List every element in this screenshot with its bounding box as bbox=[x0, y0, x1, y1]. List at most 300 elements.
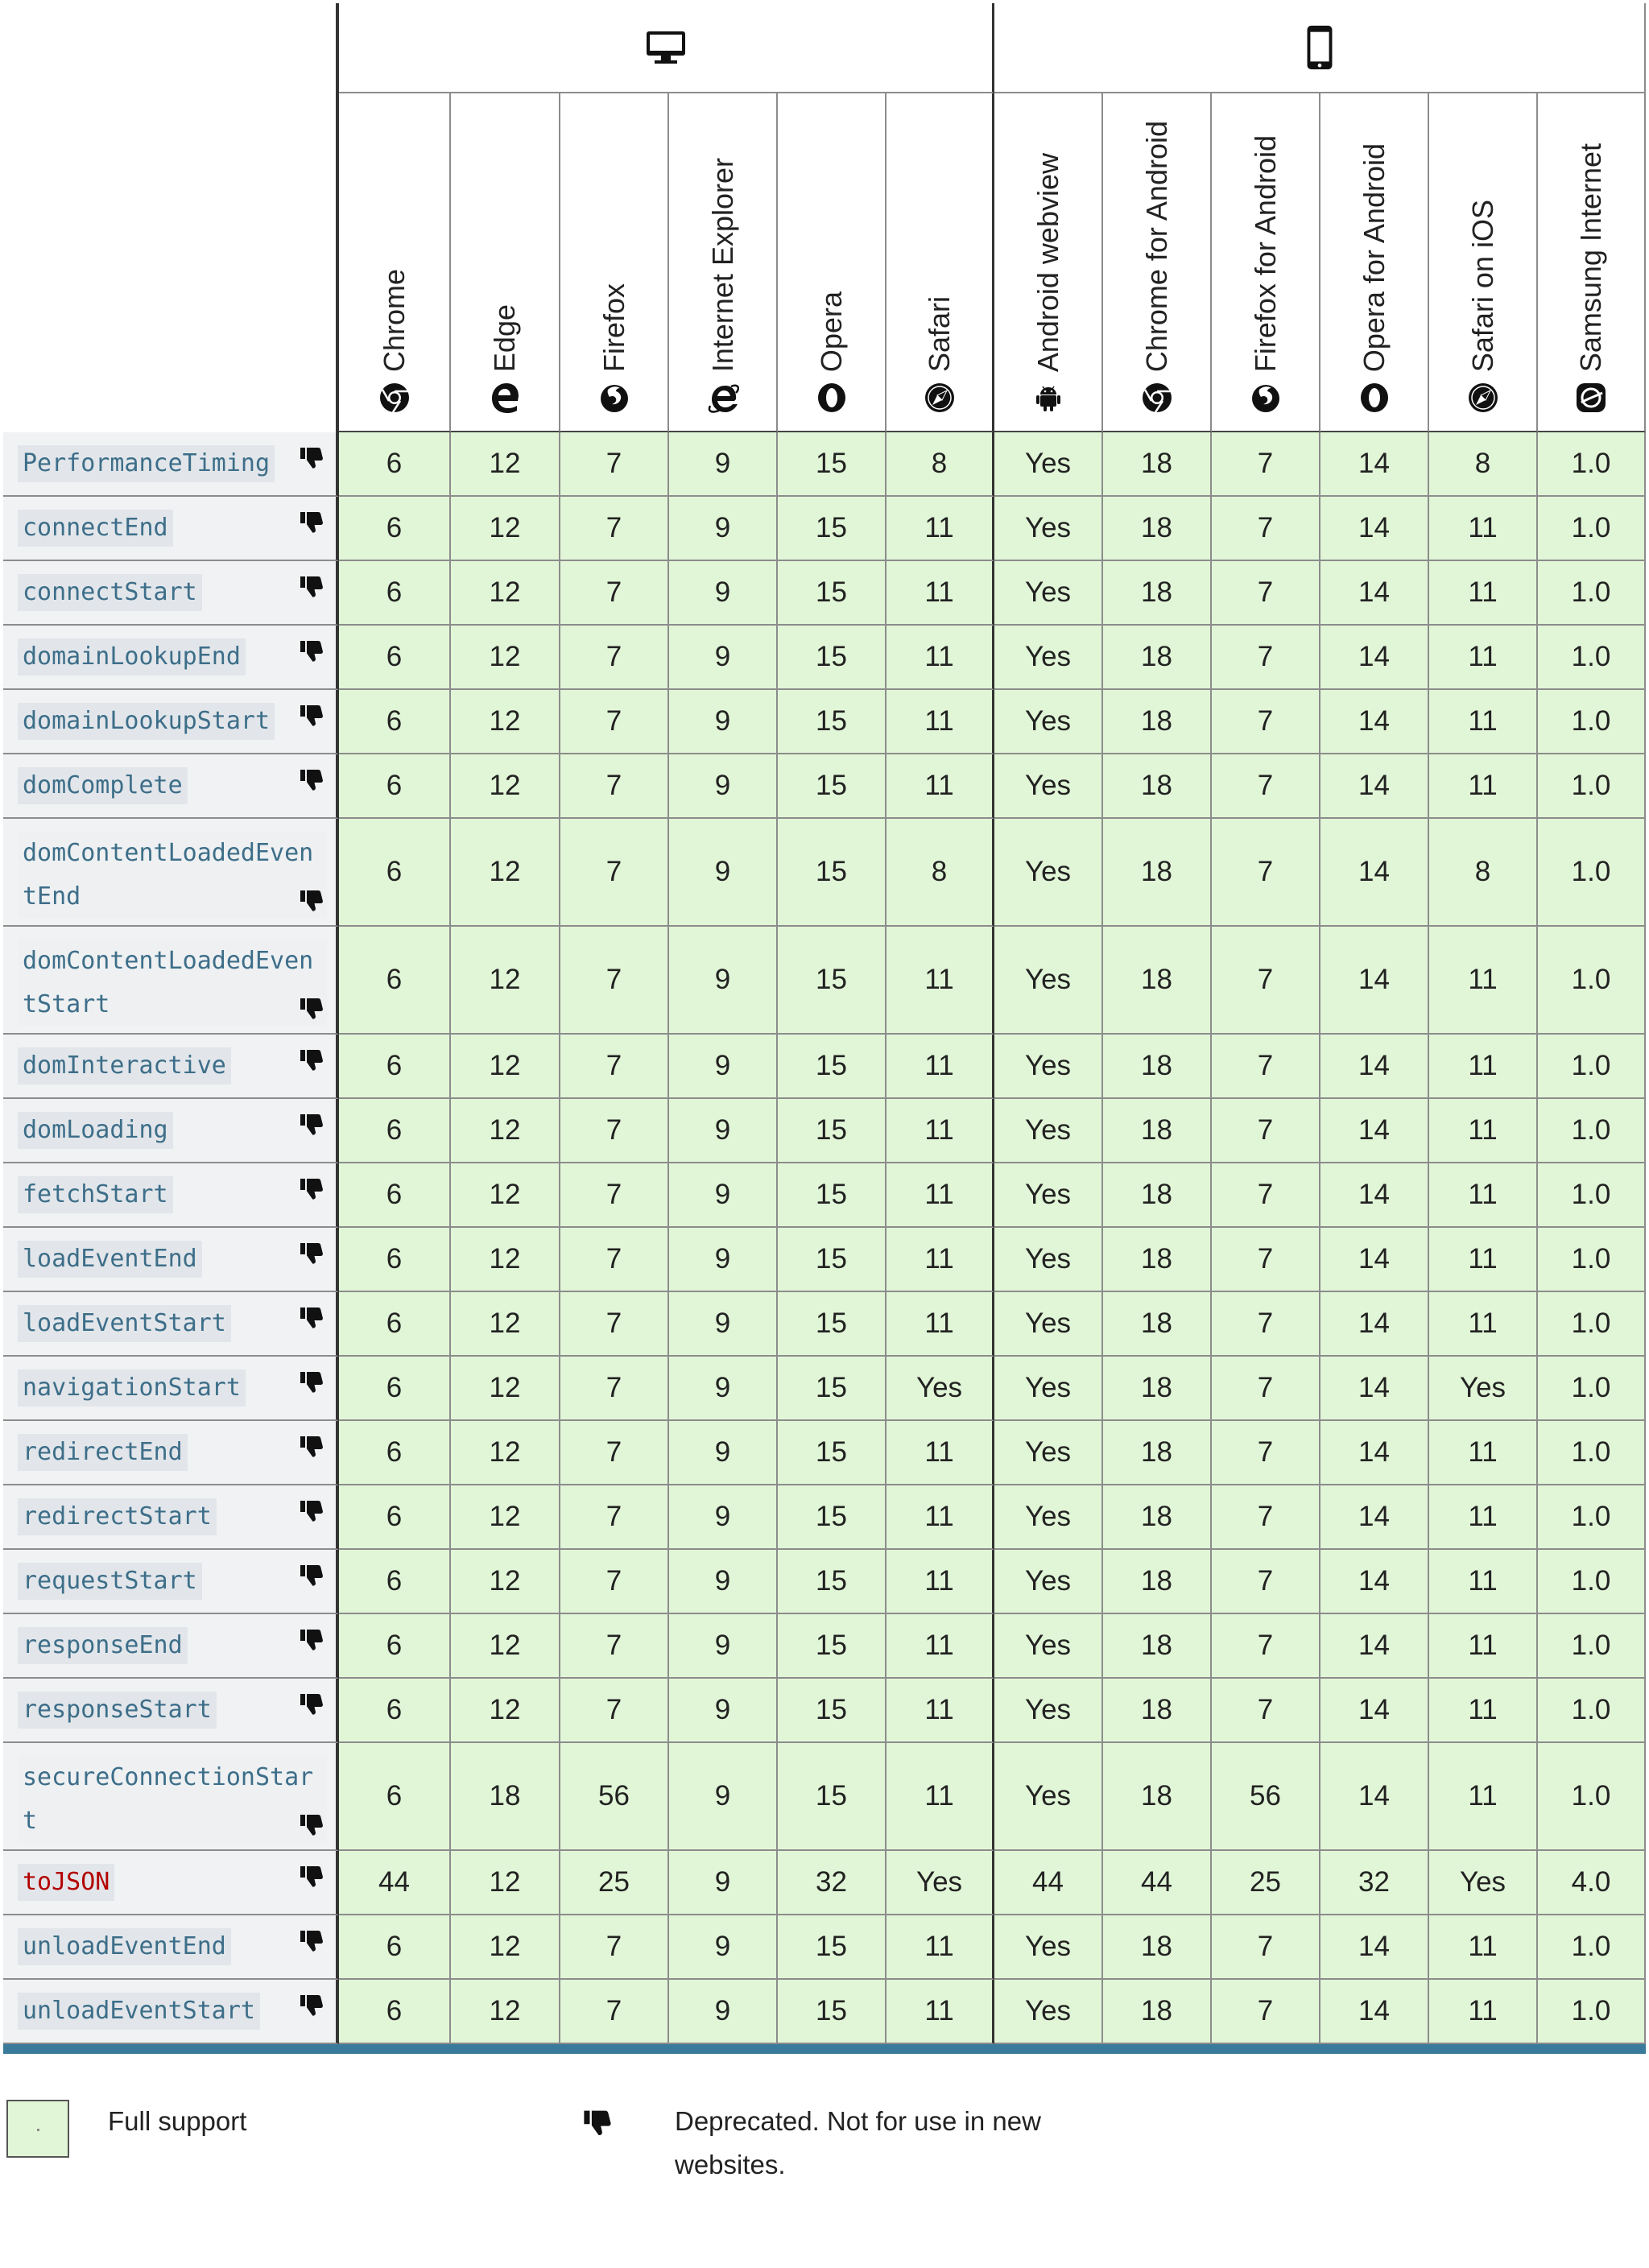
support-cell[interactable]: 7 bbox=[560, 497, 669, 561]
support-cell[interactable]: 7 bbox=[1212, 754, 1320, 819]
support-cell[interactable]: 14 bbox=[1320, 1679, 1429, 1743]
support-cell[interactable]: 7 bbox=[1212, 927, 1320, 1035]
support-cell[interactable]: 11 bbox=[1429, 1292, 1538, 1357]
support-cell[interactable]: 1.0 bbox=[1538, 1550, 1646, 1614]
support-cell[interactable]: 6 bbox=[339, 1915, 451, 1980]
support-cell[interactable]: 11 bbox=[886, 927, 994, 1035]
feature-row-header[interactable] bbox=[3, 690, 339, 754]
support-cell[interactable]: Yes bbox=[994, 1485, 1103, 1550]
feature-name-link[interactable]: domLoading bbox=[18, 1112, 173, 1149]
support-cell[interactable]: 7 bbox=[1212, 690, 1320, 754]
feature-row-header[interactable] bbox=[3, 1915, 339, 1980]
support-cell[interactable]: 1.0 bbox=[1538, 1421, 1646, 1485]
support-cell[interactable]: 11 bbox=[1429, 1485, 1538, 1550]
support-cell[interactable]: 7 bbox=[560, 1980, 669, 2044]
support-cell[interactable]: 18 bbox=[1103, 1035, 1212, 1099]
support-cell[interactable]: 11 bbox=[886, 1099, 994, 1163]
support-cell[interactable]: 1.0 bbox=[1538, 819, 1646, 927]
feature-name-link[interactable]: unloadEventStart bbox=[18, 1993, 260, 2030]
support-cell[interactable]: 7 bbox=[1212, 626, 1320, 690]
feature-row-header[interactable] bbox=[3, 819, 339, 927]
support-cell[interactable]: 7 bbox=[560, 819, 669, 927]
support-cell[interactable]: 12 bbox=[451, 1421, 560, 1485]
support-cell[interactable]: 15 bbox=[778, 1915, 886, 1980]
support-cell[interactable]: 6 bbox=[339, 754, 451, 819]
support-cell[interactable]: Yes bbox=[994, 1915, 1103, 1980]
support-cell[interactable]: 15 bbox=[778, 432, 886, 497]
support-cell[interactable]: 7 bbox=[1212, 497, 1320, 561]
support-cell[interactable]: 6 bbox=[339, 1357, 451, 1421]
support-cell[interactable]: 9 bbox=[669, 1035, 778, 1099]
support-cell[interactable]: 11 bbox=[886, 1550, 994, 1614]
support-cell[interactable]: 7 bbox=[560, 927, 669, 1035]
feature-name-link[interactable]: PerformanceTiming bbox=[18, 445, 275, 482]
feature-name-link[interactable]: unloadEventEnd bbox=[18, 1928, 231, 1965]
support-cell[interactable]: 18 bbox=[1103, 1743, 1212, 1851]
feature-row-header[interactable] bbox=[3, 1679, 339, 1743]
support-cell[interactable]: 25 bbox=[560, 1851, 669, 1915]
support-cell[interactable]: 9 bbox=[669, 1292, 778, 1357]
support-cell[interactable]: Yes bbox=[1429, 1357, 1538, 1421]
support-cell[interactable]: 9 bbox=[669, 1421, 778, 1485]
support-cell[interactable]: 14 bbox=[1320, 626, 1429, 690]
support-cell[interactable]: 11 bbox=[1429, 690, 1538, 754]
support-cell[interactable]: 11 bbox=[886, 1614, 994, 1679]
feature-row-header[interactable] bbox=[3, 1550, 339, 1614]
support-cell[interactable]: 14 bbox=[1320, 561, 1429, 626]
support-cell[interactable]: 7 bbox=[1212, 1163, 1320, 1228]
support-cell[interactable]: 18 bbox=[1103, 1980, 1212, 2044]
support-cell[interactable]: 9 bbox=[669, 432, 778, 497]
feature-row-header[interactable] bbox=[3, 1743, 339, 1851]
support-cell[interactable]: 9 bbox=[669, 1163, 778, 1228]
feature-name-link[interactable]: domInteractive bbox=[18, 1047, 231, 1084]
support-cell[interactable]: Yes bbox=[994, 819, 1103, 927]
support-cell[interactable]: 7 bbox=[560, 1915, 669, 1980]
support-cell[interactable]: 8 bbox=[886, 819, 994, 927]
support-cell[interactable]: 7 bbox=[1212, 1550, 1320, 1614]
support-cell[interactable]: 11 bbox=[1429, 1228, 1538, 1292]
support-cell[interactable]: 7 bbox=[1212, 561, 1320, 626]
support-cell[interactable]: 9 bbox=[669, 754, 778, 819]
support-cell[interactable]: 14 bbox=[1320, 927, 1429, 1035]
support-cell[interactable]: 14 bbox=[1320, 432, 1429, 497]
feature-row-header[interactable] bbox=[3, 432, 339, 497]
support-cell[interactable]: 12 bbox=[451, 1035, 560, 1099]
support-cell[interactable]: 15 bbox=[778, 1357, 886, 1421]
support-cell[interactable]: 9 bbox=[669, 1851, 778, 1915]
support-cell[interactable]: 11 bbox=[886, 1679, 994, 1743]
support-cell[interactable]: 14 bbox=[1320, 690, 1429, 754]
feature-name-link[interactable]: loadEventStart bbox=[18, 1305, 231, 1342]
support-cell[interactable]: 1.0 bbox=[1538, 1614, 1646, 1679]
feature-row-header[interactable] bbox=[3, 1851, 339, 1915]
support-cell[interactable]: 15 bbox=[778, 1421, 886, 1485]
support-cell[interactable]: 6 bbox=[339, 1035, 451, 1099]
support-cell[interactable]: 6 bbox=[339, 1163, 451, 1228]
support-cell[interactable]: 25 bbox=[1212, 1851, 1320, 1915]
support-cell[interactable]: 12 bbox=[451, 690, 560, 754]
support-cell[interactable]: 6 bbox=[339, 497, 451, 561]
support-cell[interactable]: 14 bbox=[1320, 1614, 1429, 1679]
support-cell[interactable]: 7 bbox=[1212, 432, 1320, 497]
support-cell[interactable]: 18 bbox=[1103, 690, 1212, 754]
support-cell[interactable]: 1.0 bbox=[1538, 1292, 1646, 1357]
support-cell[interactable]: 7 bbox=[1212, 1915, 1320, 1980]
support-cell[interactable]: 14 bbox=[1320, 1980, 1429, 2044]
support-cell[interactable]: 9 bbox=[669, 1915, 778, 1980]
support-cell[interactable]: 1.0 bbox=[1538, 1915, 1646, 1980]
support-cell[interactable]: 14 bbox=[1320, 1292, 1429, 1357]
support-cell[interactable]: Yes bbox=[886, 1357, 994, 1421]
support-cell[interactable]: 18 bbox=[1103, 927, 1212, 1035]
support-cell[interactable]: Yes bbox=[994, 1035, 1103, 1099]
support-cell[interactable]: 8 bbox=[1429, 819, 1538, 927]
support-cell[interactable]: 14 bbox=[1320, 497, 1429, 561]
support-cell[interactable]: 6 bbox=[339, 1679, 451, 1743]
support-cell[interactable]: 9 bbox=[669, 561, 778, 626]
support-cell[interactable]: 12 bbox=[451, 1679, 560, 1743]
support-cell[interactable]: 1.0 bbox=[1538, 1357, 1646, 1421]
support-cell[interactable]: 6 bbox=[339, 1743, 451, 1851]
support-cell[interactable]: 7 bbox=[560, 432, 669, 497]
support-cell[interactable]: 11 bbox=[1429, 1915, 1538, 1980]
support-cell[interactable]: 15 bbox=[778, 626, 886, 690]
feature-row-header[interactable] bbox=[3, 1357, 339, 1421]
support-cell[interactable]: 15 bbox=[778, 690, 886, 754]
support-cell[interactable]: 14 bbox=[1320, 1099, 1429, 1163]
feature-row-header[interactable] bbox=[3, 1228, 339, 1292]
support-cell[interactable]: 6 bbox=[339, 690, 451, 754]
support-cell[interactable]: 11 bbox=[1429, 1421, 1538, 1485]
support-cell[interactable]: 14 bbox=[1320, 754, 1429, 819]
support-cell[interactable]: 7 bbox=[560, 1485, 669, 1550]
support-cell[interactable]: 7 bbox=[1212, 1228, 1320, 1292]
support-cell[interactable]: 18 bbox=[1103, 497, 1212, 561]
support-cell[interactable]: 6 bbox=[339, 626, 451, 690]
support-cell[interactable]: 56 bbox=[1212, 1743, 1320, 1851]
support-cell[interactable]: 7 bbox=[1212, 1035, 1320, 1099]
support-cell[interactable]: 1.0 bbox=[1538, 561, 1646, 626]
support-cell[interactable]: 18 bbox=[1103, 1228, 1212, 1292]
support-cell[interactable]: 11 bbox=[1429, 1679, 1538, 1743]
support-cell[interactable]: Yes bbox=[994, 1679, 1103, 1743]
support-cell[interactable]: 14 bbox=[1320, 1485, 1429, 1550]
support-cell[interactable]: 6 bbox=[339, 432, 451, 497]
support-cell[interactable]: 18 bbox=[1103, 1292, 1212, 1357]
support-cell[interactable]: 12 bbox=[451, 1980, 560, 2044]
support-cell[interactable]: 18 bbox=[1103, 561, 1212, 626]
support-cell[interactable]: 11 bbox=[886, 1980, 994, 2044]
support-cell[interactable]: 14 bbox=[1320, 1550, 1429, 1614]
support-cell[interactable]: 15 bbox=[778, 1163, 886, 1228]
support-cell[interactable]: 14 bbox=[1320, 1035, 1429, 1099]
support-cell[interactable]: 18 bbox=[1103, 1485, 1212, 1550]
support-cell[interactable]: 12 bbox=[451, 1550, 560, 1614]
support-cell[interactable]: 11 bbox=[1429, 1550, 1538, 1614]
support-cell[interactable]: 11 bbox=[1429, 561, 1538, 626]
feature-name-link[interactable]: responseEnd bbox=[18, 1627, 188, 1664]
feature-row-header[interactable] bbox=[3, 1421, 339, 1485]
support-cell[interactable]: 6 bbox=[339, 1292, 451, 1357]
feature-name-link[interactable]: connectStart bbox=[18, 574, 202, 611]
support-cell[interactable]: 11 bbox=[886, 561, 994, 626]
support-cell[interactable]: 18 bbox=[1103, 1679, 1212, 1743]
support-cell[interactable]: 11 bbox=[886, 1163, 994, 1228]
support-cell[interactable]: 11 bbox=[886, 1743, 994, 1851]
support-cell[interactable]: 12 bbox=[451, 1851, 560, 1915]
support-cell[interactable]: 11 bbox=[1429, 1099, 1538, 1163]
support-cell[interactable]: 1.0 bbox=[1538, 1035, 1646, 1099]
support-cell[interactable]: 14 bbox=[1320, 819, 1429, 927]
feature-name-link[interactable]: secureConnectionStart bbox=[18, 1756, 327, 1843]
support-cell[interactable]: 1.0 bbox=[1538, 1099, 1646, 1163]
support-cell[interactable]: 15 bbox=[778, 1035, 886, 1099]
support-cell[interactable]: 7 bbox=[560, 561, 669, 626]
feature-row-header[interactable] bbox=[3, 1292, 339, 1357]
support-cell[interactable]: 11 bbox=[886, 1292, 994, 1357]
support-cell[interactable]: 6 bbox=[339, 1228, 451, 1292]
support-cell[interactable]: 15 bbox=[778, 1228, 886, 1292]
support-cell[interactable]: 7 bbox=[1212, 1980, 1320, 2044]
support-cell[interactable]: 6 bbox=[339, 1980, 451, 2044]
support-cell[interactable]: 18 bbox=[1103, 754, 1212, 819]
support-cell[interactable]: Yes bbox=[994, 1292, 1103, 1357]
feature-row-header[interactable] bbox=[3, 1980, 339, 2044]
support-cell[interactable]: 11 bbox=[886, 1035, 994, 1099]
support-cell[interactable]: 14 bbox=[1320, 1421, 1429, 1485]
support-cell[interactable]: 11 bbox=[1429, 497, 1538, 561]
support-cell[interactable]: 14 bbox=[1320, 1357, 1429, 1421]
support-cell[interactable]: 12 bbox=[451, 1099, 560, 1163]
support-cell[interactable]: 7 bbox=[560, 1292, 669, 1357]
support-cell[interactable]: 8 bbox=[886, 432, 994, 497]
support-cell[interactable]: 32 bbox=[1320, 1851, 1429, 1915]
support-cell[interactable]: 15 bbox=[778, 927, 886, 1035]
support-cell[interactable]: 12 bbox=[451, 626, 560, 690]
support-cell[interactable]: 11 bbox=[886, 626, 994, 690]
support-cell[interactable]: 7 bbox=[560, 1099, 669, 1163]
support-cell[interactable]: 11 bbox=[886, 754, 994, 819]
support-cell[interactable]: 7 bbox=[1212, 1614, 1320, 1679]
support-cell[interactable]: 1.0 bbox=[1538, 1485, 1646, 1550]
support-cell[interactable]: 15 bbox=[778, 754, 886, 819]
support-cell[interactable]: Yes bbox=[994, 1743, 1103, 1851]
support-cell[interactable]: 9 bbox=[669, 1743, 778, 1851]
support-cell[interactable]: 56 bbox=[560, 1743, 669, 1851]
support-cell[interactable]: 18 bbox=[451, 1743, 560, 1851]
support-cell[interactable]: 1.0 bbox=[1538, 1743, 1646, 1851]
support-cell[interactable]: 15 bbox=[778, 1550, 886, 1614]
support-cell[interactable]: 1.0 bbox=[1538, 1980, 1646, 2044]
support-cell[interactable]: 7 bbox=[560, 1550, 669, 1614]
support-cell[interactable]: 7 bbox=[560, 1421, 669, 1485]
support-cell[interactable]: 15 bbox=[778, 1485, 886, 1550]
support-cell[interactable]: 11 bbox=[886, 497, 994, 561]
support-cell[interactable]: 12 bbox=[451, 1485, 560, 1550]
support-cell[interactable]: 18 bbox=[1103, 1099, 1212, 1163]
feature-row-header[interactable] bbox=[3, 1163, 339, 1228]
support-cell[interactable]: 11 bbox=[1429, 927, 1538, 1035]
support-cell[interactable]: 9 bbox=[669, 1357, 778, 1421]
support-cell[interactable]: 6 bbox=[339, 1099, 451, 1163]
support-cell[interactable]: 18 bbox=[1103, 1915, 1212, 1980]
support-cell[interactable]: Yes bbox=[994, 432, 1103, 497]
support-cell[interactable]: 8 bbox=[1429, 432, 1538, 497]
support-cell[interactable]: 7 bbox=[560, 1614, 669, 1679]
support-cell[interactable]: 11 bbox=[886, 1485, 994, 1550]
support-cell[interactable]: Yes bbox=[994, 1614, 1103, 1679]
support-cell[interactable]: 15 bbox=[778, 1743, 886, 1851]
support-cell[interactable]: 11 bbox=[886, 690, 994, 754]
support-cell[interactable]: 32 bbox=[778, 1851, 886, 1915]
support-cell[interactable]: 15 bbox=[778, 1614, 886, 1679]
support-cell[interactable]: 7 bbox=[1212, 1679, 1320, 1743]
support-cell[interactable]: 7 bbox=[560, 754, 669, 819]
support-cell[interactable]: 1.0 bbox=[1538, 1679, 1646, 1743]
feature-name-link[interactable]: redirectStart bbox=[18, 1498, 217, 1535]
support-cell[interactable]: Yes bbox=[994, 1228, 1103, 1292]
feature-row-header[interactable] bbox=[3, 1614, 339, 1679]
support-cell[interactable]: 11 bbox=[886, 1228, 994, 1292]
support-cell[interactable]: 11 bbox=[1429, 626, 1538, 690]
feature-row-header[interactable] bbox=[3, 754, 339, 819]
support-cell[interactable]: 9 bbox=[669, 1980, 778, 2044]
support-cell[interactable]: 12 bbox=[451, 1228, 560, 1292]
feature-name-link[interactable]: domainLookupEnd bbox=[18, 638, 246, 675]
support-cell[interactable]: 7 bbox=[1212, 1099, 1320, 1163]
feature-name-link[interactable]: domContentLoadedEventStart bbox=[18, 940, 327, 1027]
support-cell[interactable]: 12 bbox=[451, 432, 560, 497]
support-cell[interactable]: 7 bbox=[1212, 1357, 1320, 1421]
support-cell[interactable]: 7 bbox=[1212, 1485, 1320, 1550]
support-cell[interactable]: 1.0 bbox=[1538, 1163, 1646, 1228]
support-cell[interactable]: 18 bbox=[1103, 1614, 1212, 1679]
support-cell[interactable]: 7 bbox=[560, 1679, 669, 1743]
support-cell[interactable]: Yes bbox=[994, 1550, 1103, 1614]
support-cell[interactable]: Yes bbox=[994, 1357, 1103, 1421]
feature-row-header[interactable] bbox=[3, 1035, 339, 1099]
support-cell[interactable]: 12 bbox=[451, 1614, 560, 1679]
support-cell[interactable]: 9 bbox=[669, 927, 778, 1035]
support-cell[interactable]: 12 bbox=[451, 1357, 560, 1421]
support-cell[interactable]: 1.0 bbox=[1538, 497, 1646, 561]
feature-row-header[interactable] bbox=[3, 927, 339, 1035]
support-cell[interactable]: 11 bbox=[1429, 1743, 1538, 1851]
support-cell[interactable]: 12 bbox=[451, 754, 560, 819]
support-cell[interactable]: 18 bbox=[1103, 432, 1212, 497]
feature-name-link[interactable]: redirectEnd bbox=[18, 1434, 188, 1471]
support-cell[interactable]: 12 bbox=[451, 1163, 560, 1228]
feature-row-header[interactable] bbox=[3, 626, 339, 690]
support-cell[interactable]: 9 bbox=[669, 1679, 778, 1743]
support-cell[interactable]: Yes bbox=[886, 1851, 994, 1915]
support-cell[interactable]: 44 bbox=[994, 1851, 1103, 1915]
support-cell[interactable]: 15 bbox=[778, 497, 886, 561]
feature-row-header[interactable] bbox=[3, 497, 339, 561]
support-cell[interactable]: 14 bbox=[1320, 1915, 1429, 1980]
support-cell[interactable]: 18 bbox=[1103, 819, 1212, 927]
support-cell[interactable]: 7 bbox=[560, 1035, 669, 1099]
support-cell[interactable]: Yes bbox=[994, 754, 1103, 819]
support-cell[interactable]: 11 bbox=[1429, 754, 1538, 819]
feature-row-header[interactable] bbox=[3, 1099, 339, 1163]
support-cell[interactable]: 7 bbox=[1212, 1421, 1320, 1485]
support-cell[interactable]: 9 bbox=[669, 1614, 778, 1679]
support-cell[interactable]: 18 bbox=[1103, 626, 1212, 690]
feature-name-link[interactable]: navigationStart bbox=[18, 1369, 246, 1407]
support-cell[interactable]: 7 bbox=[560, 1163, 669, 1228]
support-cell[interactable]: 4.0 bbox=[1538, 1851, 1646, 1915]
support-cell[interactable]: Yes bbox=[994, 1980, 1103, 2044]
support-cell[interactable]: 12 bbox=[451, 497, 560, 561]
support-cell[interactable]: 12 bbox=[451, 1292, 560, 1357]
support-cell[interactable]: 9 bbox=[669, 690, 778, 754]
feature-name-link[interactable]: connectEnd bbox=[18, 510, 173, 547]
support-cell[interactable]: 18 bbox=[1103, 1163, 1212, 1228]
support-cell[interactable]: 1.0 bbox=[1538, 927, 1646, 1035]
feature-name-link[interactable]: fetchStart bbox=[18, 1176, 173, 1213]
support-cell[interactable]: 9 bbox=[669, 1550, 778, 1614]
support-cell[interactable]: 7 bbox=[560, 690, 669, 754]
support-cell[interactable]: 6 bbox=[339, 1550, 451, 1614]
support-cell[interactable]: 11 bbox=[886, 1915, 994, 1980]
feature-name-link[interactable]: domComplete bbox=[18, 767, 188, 804]
support-cell[interactable]: Yes bbox=[994, 690, 1103, 754]
support-cell[interactable]: 44 bbox=[339, 1851, 451, 1915]
feature-name-link[interactable]: domainLookupStart bbox=[18, 703, 275, 740]
support-cell[interactable]: 7 bbox=[560, 626, 669, 690]
support-cell[interactable]: 44 bbox=[1103, 1851, 1212, 1915]
feature-name-link[interactable]: toJSON bbox=[18, 1864, 114, 1901]
support-cell[interactable]: 9 bbox=[669, 1485, 778, 1550]
feature-name-link[interactable]: domContentLoadedEventEnd bbox=[18, 832, 327, 919]
support-cell[interactable]: 11 bbox=[1429, 1980, 1538, 2044]
support-cell[interactable]: 6 bbox=[339, 1485, 451, 1550]
support-cell[interactable]: 12 bbox=[451, 561, 560, 626]
support-cell[interactable]: 11 bbox=[886, 1421, 994, 1485]
support-cell[interactable]: 15 bbox=[778, 1099, 886, 1163]
support-cell[interactable]: 9 bbox=[669, 497, 778, 561]
support-cell[interactable]: 15 bbox=[778, 819, 886, 927]
support-cell[interactable]: 7 bbox=[1212, 1292, 1320, 1357]
support-cell[interactable]: 12 bbox=[451, 819, 560, 927]
feature-row-header[interactable] bbox=[3, 1485, 339, 1550]
support-cell[interactable]: 7 bbox=[1212, 819, 1320, 927]
support-cell[interactable]: 18 bbox=[1103, 1421, 1212, 1485]
support-cell[interactable]: 11 bbox=[1429, 1614, 1538, 1679]
feature-name-link[interactable]: responseStart bbox=[18, 1692, 217, 1729]
support-cell[interactable]: 15 bbox=[778, 1980, 886, 2044]
support-cell[interactable]: 6 bbox=[339, 1614, 451, 1679]
support-cell[interactable]: 18 bbox=[1103, 1550, 1212, 1614]
support-cell[interactable]: 7 bbox=[560, 1228, 669, 1292]
support-cell[interactable]: 18 bbox=[1103, 1357, 1212, 1421]
feature-row-header[interactable] bbox=[3, 561, 339, 626]
support-cell[interactable]: Yes bbox=[1429, 1851, 1538, 1915]
support-cell[interactable]: Yes bbox=[994, 1421, 1103, 1485]
support-cell[interactable]: 1.0 bbox=[1538, 432, 1646, 497]
support-cell[interactable]: Yes bbox=[994, 626, 1103, 690]
support-cell[interactable]: 15 bbox=[778, 561, 886, 626]
support-cell[interactable]: Yes bbox=[994, 497, 1103, 561]
support-cell[interactable]: Yes bbox=[994, 1163, 1103, 1228]
support-cell[interactable]: 6 bbox=[339, 1421, 451, 1485]
support-cell[interactable]: 6 bbox=[339, 927, 451, 1035]
support-cell[interactable]: Yes bbox=[994, 561, 1103, 626]
support-cell[interactable]: 14 bbox=[1320, 1743, 1429, 1851]
support-cell[interactable]: 15 bbox=[778, 1679, 886, 1743]
